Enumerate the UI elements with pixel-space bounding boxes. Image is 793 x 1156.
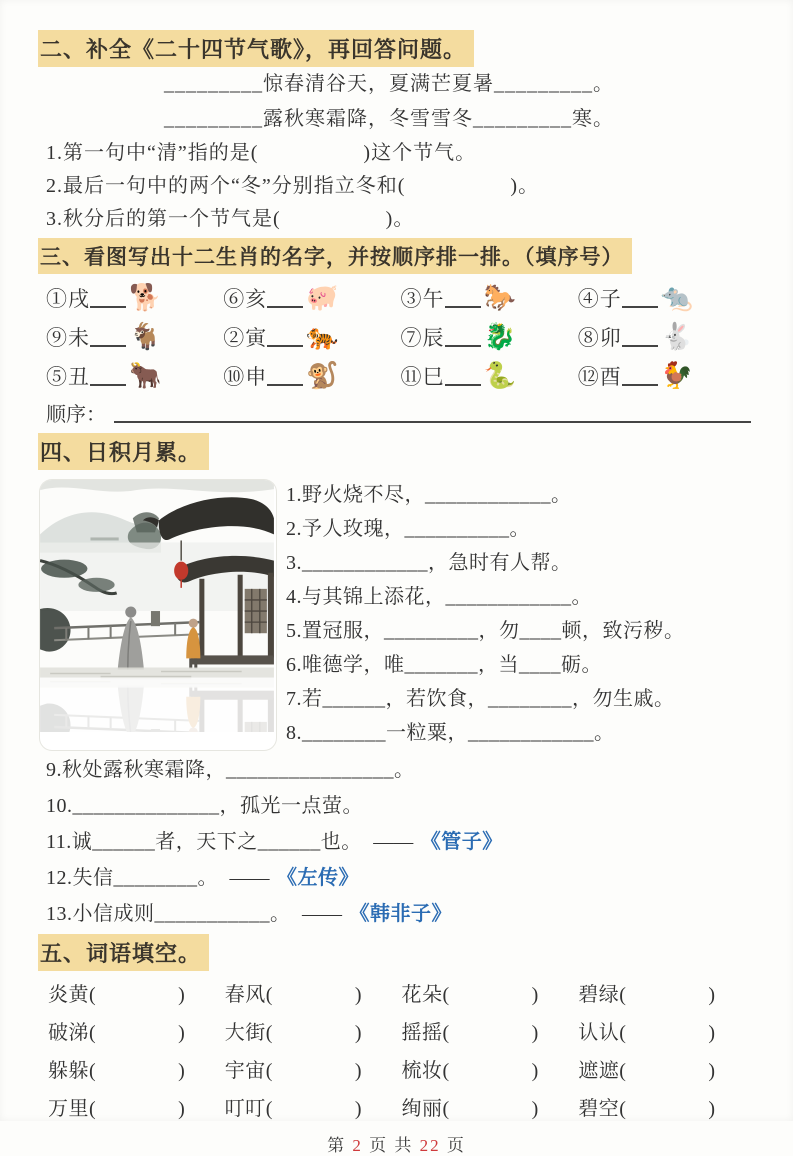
question-2: 2.最后一句中的两个“冬”分别指立冬和( )。 [46, 175, 540, 197]
zodiac-item [401, 278, 578, 317]
sayings-list-right [286, 476, 755, 750]
song-line-2: _________露秋寒霜降，冬雪雪冬_________寒。 [164, 108, 614, 130]
ox-icon: 🐂 [129, 360, 162, 391]
zodiac-item [223, 356, 400, 395]
section-3-heading: 三、看图写出十二生肖的名字，并按顺序排一排。（填序号） [38, 238, 632, 274]
saying-line: 5.置冠服，_________，勿____顿，致污秽。 [286, 620, 685, 642]
zodiac-branch-label: ④子 [577, 286, 622, 311]
saying-line: 7.若______，若饮食，________，勿生戚。 [286, 688, 675, 710]
saying-line: 2.予人玫瑰，__________。 [286, 518, 530, 540]
word-fill-cell: 躲躲( ) [48, 1060, 186, 1082]
rooster-icon: 🐓 [660, 360, 694, 391]
word-fill-cell: 破涕( ) [48, 1022, 186, 1044]
zodiac-branch-label: ③午 [400, 286, 445, 311]
section-4-heading: 四、日积月累。 [38, 433, 209, 470]
rabbit-icon: 🐇 [660, 321, 694, 352]
saying-text: 10.______________，孤光一点萤。 [46, 795, 363, 817]
zodiac-item [46, 356, 223, 395]
section-word-fill [38, 934, 755, 1129]
saying-line: 3.____________，急时有人帮。 [286, 552, 572, 574]
tiger-icon: 🐅 [306, 321, 339, 352]
zodiac-answer-blank [267, 288, 303, 308]
zodiac-branch-label: ①戌 [46, 286, 90, 311]
song-line-1: _________惊春清谷天，夏满芒夏暑_________。 [164, 73, 614, 95]
word-fill-cell: 碧空( ) [578, 1098, 716, 1120]
section-5-heading: 五、词语填空。 [38, 934, 209, 971]
zodiac-item [401, 356, 578, 395]
question-1: 1.第一句中“清”指的是( )这个节气。 [46, 142, 477, 164]
zodiac-branch-label: ⑧卯 [577, 325, 622, 350]
zodiac-answer-blank [445, 327, 481, 347]
source-book-title: 《管子》 [420, 831, 503, 853]
goat-icon: 🐐 [129, 321, 162, 352]
zodiac-branch-label: ⑫酉 [577, 364, 622, 389]
zodiac-item [578, 317, 755, 356]
saying-line: 1.野火烧不尽，____________。 [286, 484, 572, 506]
word-fill-cell: 碧绿( ) [578, 984, 716, 1006]
word-fill-cell: 春风( ) [224, 984, 363, 1006]
dog-icon: 🐕 [129, 282, 162, 313]
em-dash: —— [229, 867, 270, 889]
section-2-heading: 二、补全《二十四节气歌》，再回答问题。 [38, 30, 474, 67]
saying-text: 9.秋处露秋寒霜降，________________。 [46, 759, 415, 781]
sayings-list-wide [38, 752, 755, 932]
word-fill-cell: 炎黄( ) [48, 984, 186, 1006]
zodiac-item [223, 317, 400, 356]
zodiac-answer-blank [622, 327, 658, 347]
zodiac-item [46, 317, 223, 356]
saying-line [46, 788, 755, 824]
saying-text: 12.失信________。 [46, 867, 218, 889]
saying-line: 6.唯德学，唯_______，当____砺。 [286, 654, 602, 676]
saying-line: 8.________一粒粟，____________。 [286, 722, 615, 744]
zodiac-answer-blank [267, 366, 303, 386]
zodiac-answer-blank [622, 288, 658, 308]
rat-icon: 🐀 [660, 282, 694, 313]
em-dash: —— [373, 831, 414, 853]
zodiac-branch-label: ⑨未 [46, 325, 90, 350]
pig-icon: 🐖 [306, 282, 339, 313]
zodiac-branch-label: ⑥亥 [223, 286, 268, 311]
section-solar-terms [38, 30, 755, 236]
zodiac-item [578, 278, 755, 317]
zodiac-answer-blank [267, 327, 303, 347]
zodiac-branch-label: ⑦辰 [400, 325, 445, 350]
zodiac-answer-blank [90, 366, 126, 386]
section-zodiac [38, 238, 755, 427]
zodiac-answer-blank [622, 366, 658, 386]
em-dash: —— [302, 903, 342, 925]
saying-line [46, 752, 755, 788]
word-fill-cell: 万里( ) [48, 1098, 186, 1120]
zodiac-answer-blank [445, 288, 481, 308]
zodiac-grid [38, 274, 755, 395]
zodiac-branch-label: ⑪巳 [400, 364, 445, 389]
footer-middle: 页 共 [369, 1136, 414, 1155]
saying-line [46, 824, 755, 860]
word-fill-cell: 遮遮( ) [578, 1060, 716, 1082]
zodiac-item [401, 317, 578, 356]
word-fill-cell: 叮叮( ) [224, 1098, 363, 1120]
word-fill-cell: 宇宙( ) [224, 1060, 363, 1082]
zodiac-item [578, 356, 755, 395]
word-fill-grid [38, 971, 755, 1129]
zodiac-answer-blank [90, 327, 126, 347]
zodiac-order-line [38, 395, 755, 427]
footer-total-pages: 22 [419, 1136, 441, 1155]
saying-text: 13.小信成则___________。 [46, 903, 291, 925]
zodiac-item [223, 278, 400, 317]
saying-line: 4.与其锦上添花，____________。 [286, 586, 592, 608]
order-label: 顺序： [46, 404, 106, 426]
saying-line [46, 860, 755, 896]
word-fill-cell: 摇摇( ) [401, 1022, 539, 1044]
source-book-title: 《左传》 [277, 867, 359, 889]
word-fill-cell: 认认( ) [578, 1022, 716, 1044]
zodiac-branch-label: ⑩申 [223, 364, 268, 389]
source-book-title: 《韩非子》 [349, 903, 452, 925]
dragon-icon: 🐉 [483, 321, 516, 352]
footer-page-number: 2 [352, 1136, 363, 1155]
zodiac-answer-blank [90, 288, 126, 308]
ink-painting-illustration [40, 480, 276, 750]
zodiac-branch-label: ⑤丑 [46, 364, 90, 389]
order-answer-blank [114, 421, 751, 423]
zodiac-answer-blank [445, 366, 481, 386]
footer-suffix: 页 [446, 1136, 466, 1155]
word-fill-cell: 梳妆( ) [401, 1060, 539, 1082]
word-fill-cell: 绚丽( ) [401, 1098, 539, 1120]
snake-icon: 🐍 [483, 360, 516, 391]
page-footer [38, 1131, 755, 1156]
section-sayings [38, 433, 755, 932]
zodiac-item [46, 278, 223, 317]
zodiac-branch-label: ②寅 [223, 325, 268, 350]
question-3: 3.秋分后的第一个节气是( )。 [46, 208, 415, 230]
saying-line [46, 896, 755, 932]
monkey-icon: 🐒 [306, 360, 339, 391]
footer-prefix: 第 [327, 1136, 347, 1155]
saying-text: 11.诚______者，天下之______也。 [46, 831, 362, 853]
word-fill-cell: 大街( ) [224, 1022, 363, 1044]
horse-icon: 🐎 [483, 282, 516, 313]
word-fill-cell: 花朵( ) [401, 984, 539, 1006]
